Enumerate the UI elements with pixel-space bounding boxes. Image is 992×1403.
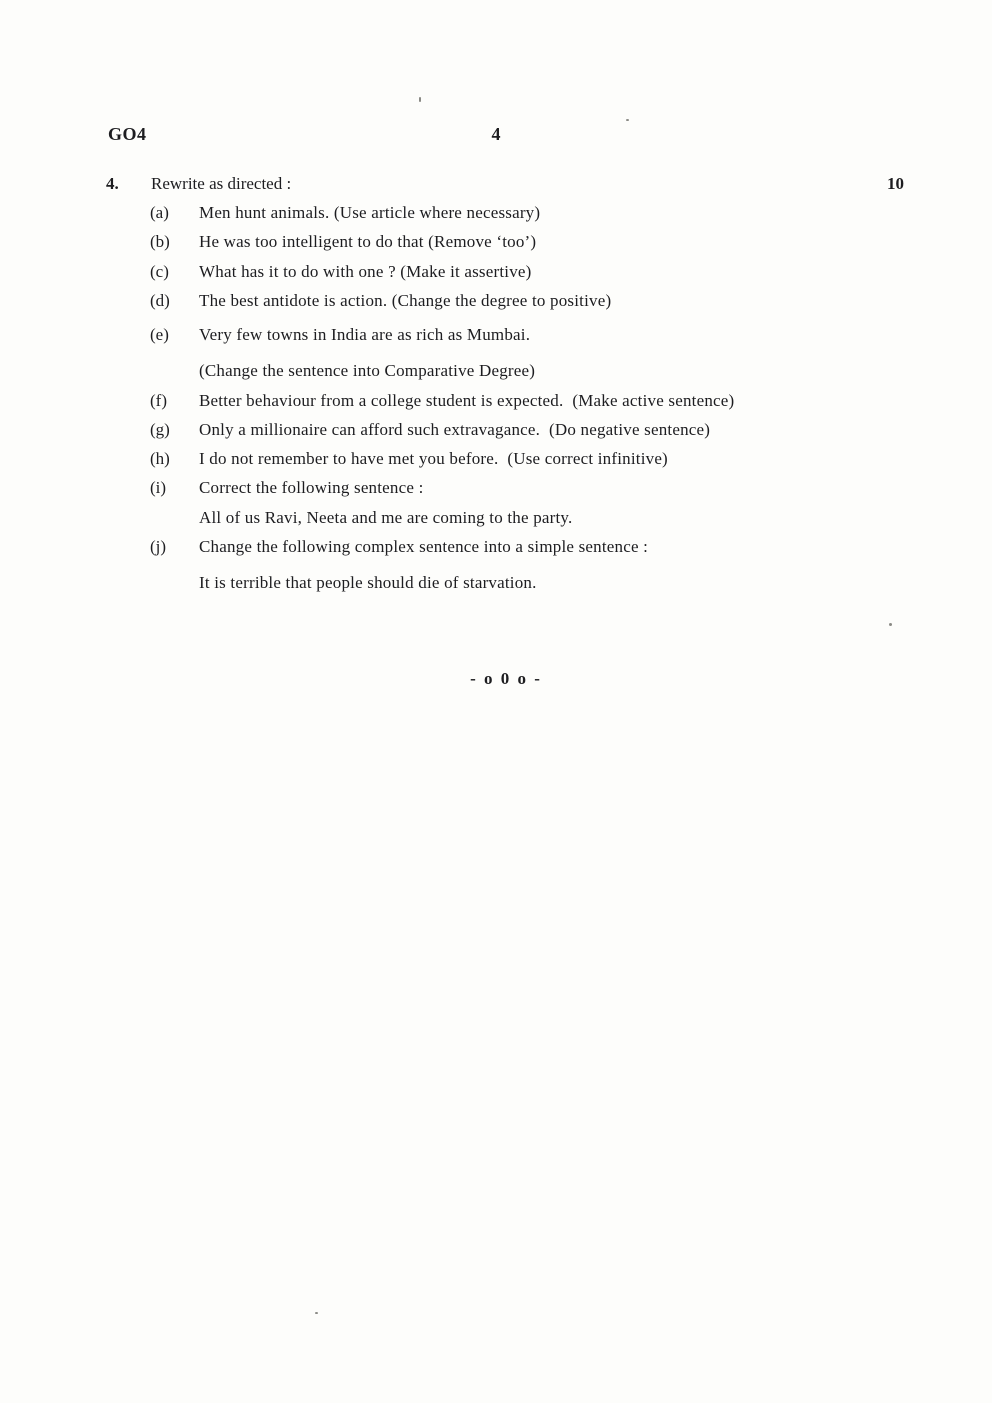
question-item xyxy=(150,448,906,469)
scan-speck xyxy=(315,1312,318,1314)
page-header xyxy=(106,124,906,148)
question-item xyxy=(150,536,906,557)
end-of-paper-mark: - o 0 o - xyxy=(470,669,542,689)
item-text: Very few towns in India are as rich as Mumbai. xyxy=(199,325,531,344)
scan-speck xyxy=(419,97,421,102)
item-text: Men hunt animals. (Use article where necessary) xyxy=(199,203,541,222)
item-label: (f) xyxy=(150,390,167,410)
item-text: I do not remember to have met you before. (Use correct infinitive) xyxy=(199,449,668,468)
item-text: What has it to do with one ? (Make it assertive) xyxy=(199,261,532,281)
item-label: (j) xyxy=(150,536,167,556)
scan-speck xyxy=(889,623,892,626)
item-label: (d) xyxy=(150,290,170,310)
item-continuation: It is terrible that people should die of starvation. xyxy=(199,573,537,592)
item-text: Only a millionaire can afford such extravagance. (Do negative sentence) xyxy=(199,419,711,439)
item-label: (a) xyxy=(150,203,169,222)
item-label: (c) xyxy=(150,261,169,281)
question-number: 4. xyxy=(106,174,119,193)
item-label: (b) xyxy=(150,232,170,252)
page-number: 4 xyxy=(491,124,501,144)
item-continuation: (Change the sentence into Comparative Degree) xyxy=(199,361,536,381)
item-text: Better behaviour from a college student is expected. (Make active sentence) xyxy=(199,390,735,410)
question-item xyxy=(150,419,906,440)
item-text: The best antidote is action. (Change the degree to positive) xyxy=(199,290,612,310)
item-label: (g) xyxy=(150,419,170,439)
item-label: (h) xyxy=(150,449,170,468)
question-item xyxy=(150,261,906,282)
item-label: (e) xyxy=(150,325,169,344)
item-label: (i) xyxy=(150,478,167,498)
item-continuation: All of us Ravi, Neeta and me are coming to the party. xyxy=(199,507,573,527)
question-item xyxy=(150,477,906,498)
question-items xyxy=(150,202,906,593)
question-heading xyxy=(106,174,906,194)
page-content xyxy=(0,0,992,689)
item-text: He was too intelligent to do that (Remove ‘too’) xyxy=(199,232,537,252)
item-text: Change the following complex sentence into a simple sentence : xyxy=(199,536,649,556)
question-marks: 10 xyxy=(887,174,904,193)
paper-code: GO4 xyxy=(108,124,147,144)
question-item xyxy=(150,231,906,252)
question-item xyxy=(150,324,906,345)
question-item xyxy=(150,290,906,311)
question-item xyxy=(150,202,906,223)
question-item xyxy=(150,390,906,411)
question-prompt: Rewrite as directed : xyxy=(151,174,292,193)
item-text: Correct the following sentence : xyxy=(199,478,424,498)
scan-speck xyxy=(626,119,629,121)
